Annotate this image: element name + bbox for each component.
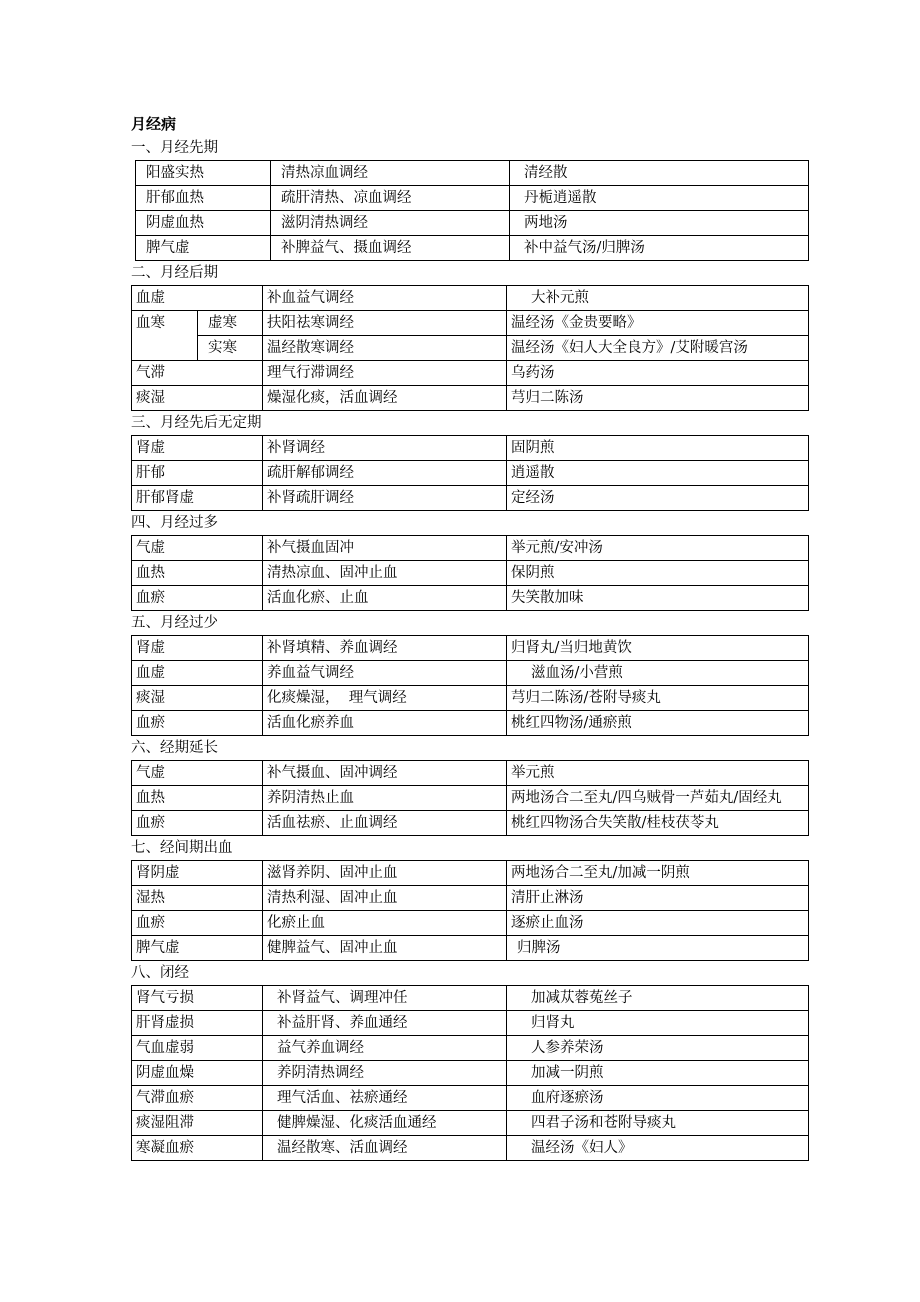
formula-cell: 举元煎 bbox=[507, 761, 809, 786]
section-heading: 三、月经先后无定期 bbox=[131, 415, 262, 431]
table-row bbox=[136, 186, 809, 211]
formula-cell: 滋血汤/小营煎 bbox=[507, 661, 809, 686]
table-row bbox=[132, 386, 809, 411]
formula-cell: 定经汤 bbox=[507, 486, 809, 511]
syndrome-cell: 血虚 bbox=[132, 286, 263, 311]
syndrome-cell: 气滞血瘀 bbox=[132, 1086, 263, 1111]
formula-cell: 桃红四物汤/通瘀煎 bbox=[507, 711, 809, 736]
syndrome-cell: 肝郁血热 bbox=[136, 186, 271, 211]
treatment-cell: 温经散寒、活血调经 bbox=[263, 1136, 507, 1161]
syndrome-cell: 痰湿阻滞 bbox=[132, 1111, 263, 1136]
syndrome-cell: 血瘀 bbox=[132, 711, 263, 736]
formula-cell: 加减苁蓉菟丝子 bbox=[507, 986, 809, 1011]
formula-cell: 血府逐瘀汤 bbox=[507, 1086, 809, 1111]
section-table bbox=[131, 860, 809, 961]
syndrome-cell: 血瘀 bbox=[132, 911, 263, 936]
syndrome-cell: 阴虚血热 bbox=[136, 211, 271, 236]
treatment-cell: 健脾益气、固冲止血 bbox=[263, 936, 507, 961]
treatment-cell: 补血益气调经 bbox=[263, 286, 507, 311]
treatment-cell: 补肾益气、调理冲任 bbox=[263, 986, 507, 1011]
table-row bbox=[132, 761, 809, 786]
formula-cell: 大补元煎 bbox=[507, 286, 809, 311]
formula-cell: 归肾丸/当归地黄饮 bbox=[507, 636, 809, 661]
treatment-cell: 燥湿化痰，活血调经 bbox=[263, 386, 507, 411]
syndrome-cell: 肾气亏损 bbox=[132, 986, 263, 1011]
formula-cell: 失笑散加味 bbox=[507, 586, 809, 611]
subtype-cell: 实寒 bbox=[198, 336, 263, 361]
formula-cell: 温经汤《妇人大全良方》/艾附暖宫汤 bbox=[507, 336, 809, 361]
syndrome-cell: 气血虚弱 bbox=[132, 1036, 263, 1061]
table-row bbox=[132, 686, 809, 711]
syndrome-cell: 气虚 bbox=[132, 761, 263, 786]
table-row bbox=[132, 311, 809, 336]
treatment-cell: 扶阳祛寒调经 bbox=[263, 311, 507, 336]
formula-cell: 芎归二陈汤 bbox=[507, 386, 809, 411]
treatment-cell: 理气活血、祛瘀通经 bbox=[263, 1086, 507, 1111]
syndrome-cell: 气滞 bbox=[132, 361, 263, 386]
section-table bbox=[131, 285, 809, 411]
formula-cell: 两地汤合二至丸/四乌贼骨一芦茹丸/固经丸 bbox=[507, 786, 809, 811]
syndrome-cell: 肾阴虚 bbox=[132, 861, 263, 886]
treatment-cell: 补肾疏肝调经 bbox=[263, 486, 507, 511]
formula-cell: 两地汤合二至丸/加减一阴煎 bbox=[507, 861, 809, 886]
formula-cell: 逐瘀止血汤 bbox=[507, 911, 809, 936]
treatment-cell: 温经散寒调经 bbox=[263, 336, 507, 361]
table-row bbox=[136, 161, 809, 186]
formula-cell: 固阴煎 bbox=[507, 436, 809, 461]
formula-cell: 温经汤《金贵要略》 bbox=[507, 311, 809, 336]
treatment-cell: 养阴清热调经 bbox=[263, 1061, 507, 1086]
table-row bbox=[132, 286, 809, 311]
formula-cell: 人参养荣汤 bbox=[507, 1036, 809, 1061]
formula-cell: 两地汤 bbox=[510, 211, 809, 236]
document-title: 月经病 bbox=[131, 115, 177, 133]
section-heading: 一、月经先期 bbox=[131, 140, 218, 156]
treatment-cell: 理气行滞调经 bbox=[263, 361, 507, 386]
formula-cell: 四君子汤和苍附导痰丸 bbox=[507, 1111, 809, 1136]
treatment-cell: 补肾调经 bbox=[263, 436, 507, 461]
formula-cell: 温经汤《妇人》 bbox=[507, 1136, 809, 1161]
section-heading: 六、经期延长 bbox=[131, 740, 218, 756]
syndrome-cell: 肾虚 bbox=[132, 636, 263, 661]
table-row bbox=[132, 636, 809, 661]
table-row bbox=[132, 1111, 809, 1136]
treatment-cell: 补气摄血、固冲调经 bbox=[263, 761, 507, 786]
section-heading: 五、月经过少 bbox=[131, 615, 218, 631]
treatment-cell: 活血化瘀养血 bbox=[263, 711, 507, 736]
table-row bbox=[132, 536, 809, 561]
treatment-cell: 补肾填精、养血调经 bbox=[263, 636, 507, 661]
syndrome-cell: 寒凝血瘀 bbox=[132, 1136, 263, 1161]
formula-cell: 桃红四物汤合失笑散/桂枝茯苓丸 bbox=[507, 811, 809, 836]
syndrome-cell: 脾气虚 bbox=[136, 236, 271, 261]
table-row bbox=[132, 1061, 809, 1086]
section-table bbox=[131, 435, 809, 511]
table-row bbox=[132, 336, 809, 361]
syndrome-cell: 血寒 bbox=[132, 311, 198, 361]
syndrome-cell: 肝郁 bbox=[132, 461, 263, 486]
subtype-cell: 虚寒 bbox=[198, 311, 263, 336]
treatment-cell: 健脾燥湿、化痰活血通经 bbox=[263, 1111, 507, 1136]
syndrome-cell: 肾虚 bbox=[132, 436, 263, 461]
formula-cell: 归脾汤 bbox=[507, 936, 809, 961]
formula-cell: 乌药汤 bbox=[507, 361, 809, 386]
syndrome-cell: 血瘀 bbox=[132, 586, 263, 611]
table-row bbox=[132, 886, 809, 911]
formula-cell: 清肝止淋汤 bbox=[507, 886, 809, 911]
section-table bbox=[135, 160, 809, 261]
section-heading: 八、闭经 bbox=[131, 965, 189, 981]
syndrome-cell: 血瘀 bbox=[132, 811, 263, 836]
document-page bbox=[131, 112, 808, 1161]
section-table bbox=[131, 535, 809, 611]
treatment-cell: 化瘀止血 bbox=[263, 911, 507, 936]
table-row bbox=[132, 936, 809, 961]
table-row bbox=[132, 811, 809, 836]
table-row bbox=[132, 661, 809, 686]
table-row bbox=[132, 1136, 809, 1161]
treatment-cell: 清热凉血调经 bbox=[271, 161, 510, 186]
table-row bbox=[132, 586, 809, 611]
treatment-cell: 补气摄血固冲 bbox=[263, 536, 507, 561]
section-table bbox=[131, 985, 809, 1161]
formula-cell: 补中益气汤/归脾汤 bbox=[510, 236, 809, 261]
syndrome-cell: 血热 bbox=[132, 786, 263, 811]
section-table bbox=[131, 635, 809, 736]
table-row bbox=[132, 461, 809, 486]
treatment-cell: 清热利湿、固冲止血 bbox=[263, 886, 507, 911]
formula-cell: 逍遥散 bbox=[507, 461, 809, 486]
table-row bbox=[132, 861, 809, 886]
treatment-cell: 活血化瘀、止血 bbox=[263, 586, 507, 611]
table-row bbox=[132, 1011, 809, 1036]
treatment-cell: 疏肝解郁调经 bbox=[263, 461, 507, 486]
syndrome-cell: 脾气虚 bbox=[132, 936, 263, 961]
formula-cell: 举元煎/安冲汤 bbox=[507, 536, 809, 561]
formula-cell: 保阴煎 bbox=[507, 561, 809, 586]
treatment-cell: 养阴清热止血 bbox=[263, 786, 507, 811]
treatment-cell: 滋肾养阴、固冲止血 bbox=[263, 861, 507, 886]
table-row bbox=[132, 986, 809, 1011]
table-row bbox=[136, 236, 809, 261]
syndrome-cell: 阴虚血燥 bbox=[132, 1061, 263, 1086]
treatment-cell: 益气养血调经 bbox=[263, 1036, 507, 1061]
table-row bbox=[132, 561, 809, 586]
table-row bbox=[132, 436, 809, 461]
table-row bbox=[132, 1036, 809, 1061]
table-row bbox=[136, 211, 809, 236]
syndrome-cell: 痰湿 bbox=[132, 386, 263, 411]
section-heading: 二、月经后期 bbox=[131, 265, 218, 281]
syndrome-cell: 气虚 bbox=[132, 536, 263, 561]
formula-cell: 清经散 bbox=[510, 161, 809, 186]
treatment-cell: 滋阴清热调经 bbox=[271, 211, 510, 236]
treatment-cell: 清热凉血、固冲止血 bbox=[263, 561, 507, 586]
syndrome-cell: 湿热 bbox=[132, 886, 263, 911]
treatment-cell: 化痰燥湿， 理气调经 bbox=[263, 686, 507, 711]
formula-cell: 丹栀逍遥散 bbox=[510, 186, 809, 211]
treatment-cell: 疏肝清热、凉血调经 bbox=[271, 186, 510, 211]
treatment-cell: 补脾益气、摄血调经 bbox=[271, 236, 510, 261]
syndrome-cell: 痰湿 bbox=[132, 686, 263, 711]
section-heading: 七、经间期出血 bbox=[131, 840, 233, 856]
formula-cell: 加减一阴煎 bbox=[507, 1061, 809, 1086]
syndrome-cell: 血热 bbox=[132, 561, 263, 586]
syndrome-cell: 肝肾虚损 bbox=[132, 1011, 263, 1036]
table-row bbox=[132, 786, 809, 811]
table-row bbox=[132, 911, 809, 936]
syndrome-cell: 肝郁肾虚 bbox=[132, 486, 263, 511]
table-row bbox=[132, 711, 809, 736]
treatment-cell: 养血益气调经 bbox=[263, 661, 507, 686]
table-row bbox=[132, 1086, 809, 1111]
treatment-cell: 补益肝肾、养血通经 bbox=[263, 1011, 507, 1036]
treatment-cell: 活血祛瘀、止血调经 bbox=[263, 811, 507, 836]
formula-cell: 归肾丸 bbox=[507, 1011, 809, 1036]
section-heading: 四、月经过多 bbox=[131, 515, 218, 531]
section-table bbox=[131, 760, 809, 836]
formula-cell: 芎归二陈汤/苍附导痰丸 bbox=[507, 686, 809, 711]
syndrome-cell: 血虚 bbox=[132, 661, 263, 686]
table-row bbox=[132, 486, 809, 511]
syndrome-cell: 阳盛实热 bbox=[136, 161, 271, 186]
table-row bbox=[132, 361, 809, 386]
